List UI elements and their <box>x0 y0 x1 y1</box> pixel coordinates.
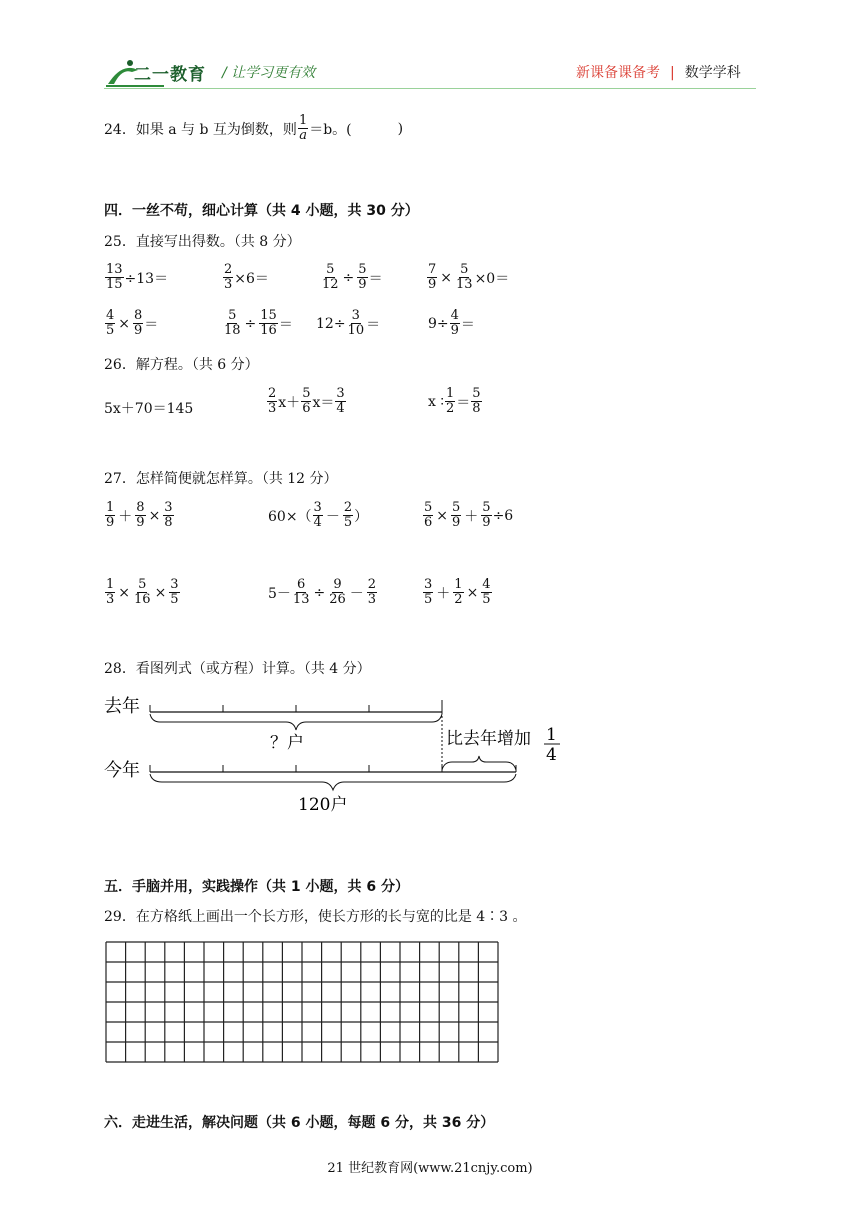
page-footer: 21 世纪教育网(www.21cnjy.com) <box>327 1161 533 1176</box>
fraction <box>450 309 460 338</box>
q27-expr-6 <box>422 578 493 607</box>
frac-den: 9 <box>134 323 143 338</box>
frac-num: 5 <box>358 262 367 277</box>
line-segment-diagram <box>100 690 580 820</box>
fraction <box>259 309 278 338</box>
frac-den: 3 <box>224 277 233 292</box>
expr-prefix: 9÷ <box>428 315 449 332</box>
fraction <box>133 578 152 607</box>
frac-num: 1 <box>298 113 308 128</box>
frac-num: 5 <box>326 262 335 277</box>
logo-text: 二一教育 <box>134 65 206 85</box>
frac-den: 4 <box>336 401 345 416</box>
q27-expr-3 <box>422 501 513 530</box>
frac-num: 2 <box>367 577 377 592</box>
operator: × <box>148 507 161 524</box>
q24-close: ) <box>397 120 404 137</box>
header-subject: 数学学科 <box>684 65 741 81</box>
frac-den: 5 <box>343 515 353 530</box>
frac-den: 3 <box>106 592 115 607</box>
expr-mid: x＋ <box>278 394 301 411</box>
fraction <box>321 263 340 292</box>
operator: × <box>440 269 453 286</box>
increase-frac-den: 4 <box>546 745 557 765</box>
frac-den: 3 <box>268 401 277 416</box>
header-divider: | <box>670 65 675 81</box>
brace-increase <box>442 756 516 770</box>
frac-den: 5 <box>482 592 491 607</box>
operator: ＋ <box>464 508 479 525</box>
frac-den: 4 <box>313 515 322 530</box>
fraction <box>347 309 366 338</box>
fraction <box>313 501 323 530</box>
expr-prefix: 60×（ <box>268 508 312 525</box>
fraction <box>223 309 242 338</box>
q27-expr-5 <box>268 578 378 607</box>
fraction <box>481 578 491 607</box>
frac-num: 5 <box>424 500 433 515</box>
operator: × <box>118 315 131 332</box>
frac-den: 16 <box>260 323 277 338</box>
q25-expr-5 <box>104 309 158 338</box>
frac-num: 2 <box>268 386 277 401</box>
expr-rest: ×6＝ <box>234 270 269 287</box>
q25-title: 25．直接写出得数。（共 8 分） <box>104 234 301 250</box>
question-24 <box>104 114 403 143</box>
unknown-label: ？户 <box>270 733 304 753</box>
frac-den: 8 <box>164 515 173 530</box>
frac-den: a <box>299 128 307 143</box>
operator: × <box>466 584 479 601</box>
fraction <box>267 387 277 416</box>
frac-den: 15 <box>106 277 123 292</box>
frac-num: 2 <box>224 262 233 277</box>
q25-expr-1 <box>104 263 168 292</box>
q25-expr-2 <box>222 263 269 292</box>
operator: － <box>325 508 340 525</box>
frac-num: 15 <box>260 308 277 323</box>
label-last-year: 去年 <box>104 696 140 717</box>
header-tag: 新课备课备考 <box>576 65 660 81</box>
frac-den: 18 <box>224 323 241 338</box>
frac-num: 1 <box>446 386 455 401</box>
fraction <box>445 387 455 416</box>
expr-suffix: ） <box>354 508 369 525</box>
expr-rest: ＝ <box>144 316 159 333</box>
frac-num: 1 <box>106 577 115 592</box>
frac-den: 5 <box>424 592 433 607</box>
fraction <box>357 263 367 292</box>
fraction <box>163 501 173 530</box>
frac-num: 4 <box>450 308 459 323</box>
frac-den: 6 <box>302 401 311 416</box>
q25-expr-6 <box>222 309 293 338</box>
operator: × <box>436 507 449 524</box>
frac-num: 1 <box>106 500 115 515</box>
frac-num: 2 <box>343 500 353 515</box>
header-rule <box>104 88 756 89</box>
fraction <box>133 309 143 338</box>
frac-den: 9 <box>136 515 145 530</box>
frac-num: 8 <box>136 500 145 515</box>
q27-expr-2 <box>268 501 368 530</box>
brace-this-year <box>150 774 516 790</box>
frac-num: 3 <box>424 577 433 592</box>
fraction <box>335 387 345 416</box>
frac-den: 9 <box>452 515 461 530</box>
fraction <box>471 387 481 416</box>
expr-rest: ＝ <box>368 270 383 287</box>
q26-title: 26．解方程。（共 6 分） <box>104 357 259 373</box>
label-this-year: 今年 <box>104 760 140 781</box>
frac-num: 6 <box>297 577 306 592</box>
frac-den: 13 <box>456 277 473 292</box>
frac-den: 3 <box>367 592 377 607</box>
q27-expr-1 <box>104 501 175 530</box>
fraction <box>105 309 115 338</box>
operator: ＋ <box>436 585 451 602</box>
fraction <box>453 578 463 607</box>
frac-num: 4 <box>482 577 491 592</box>
frac-den: 9 <box>482 515 491 530</box>
q25-expr-8 <box>428 309 475 338</box>
q24-prefix: 24．如果 a 与 b 互为倒数，则 <box>104 121 297 138</box>
frac-num: 1 <box>454 577 463 592</box>
frac-den: 8 <box>472 401 481 416</box>
q27-expr-4 <box>104 578 181 607</box>
brace-last-year <box>150 714 442 730</box>
header-slogan: / 让学习更有效 <box>222 65 316 81</box>
q29-title: 29．在方格纸上画出一个长方形，使长方形的长与宽的比是 4∶3 。 <box>104 909 527 925</box>
section-4-title: 四．一丝不苟，细心计算（共 4 小题，共 30 分） <box>104 203 419 219</box>
frac-num: 9 <box>333 577 342 592</box>
grid-paper[interactable] <box>104 940 500 1064</box>
fraction <box>105 501 115 530</box>
section-5-title: 五．手脑并用，实践操作（共 1 小题，共 6 分） <box>104 879 409 895</box>
fraction <box>105 578 115 607</box>
operator: × <box>118 584 131 601</box>
fraction <box>367 578 377 607</box>
frac-den: 16 <box>134 592 151 607</box>
q24-fraction <box>298 114 308 143</box>
frac-num: 3 <box>351 308 360 323</box>
fraction <box>169 578 179 607</box>
q25-expr-4 <box>426 263 509 292</box>
fraction <box>105 263 124 292</box>
frac-den: 9 <box>428 277 437 292</box>
fraction <box>328 578 347 607</box>
frac-num: 3 <box>336 386 345 401</box>
frac-num: 8 <box>134 308 143 323</box>
fraction <box>451 501 461 530</box>
frac-den: 12 <box>322 277 339 292</box>
q26-equation-3 <box>428 387 483 416</box>
increase-frac-num: 1 <box>546 725 557 745</box>
expr-rest: ÷13＝ <box>124 270 169 287</box>
fraction <box>427 263 437 292</box>
fraction <box>423 501 433 530</box>
header-right <box>576 62 741 82</box>
operator: － <box>349 585 364 602</box>
expr-rest: ×0＝ <box>474 270 510 287</box>
expr-rest: ＝ <box>366 316 381 333</box>
frac-num: 3 <box>164 500 173 515</box>
q26-equation-2 <box>266 387 347 416</box>
operator: × <box>154 584 167 601</box>
frac-num: 5 <box>452 500 461 515</box>
expr-mid: x＝ <box>312 394 335 411</box>
operator: ÷ <box>342 269 355 286</box>
frac-den: 2 <box>446 401 455 416</box>
frac-den: 9 <box>106 515 115 530</box>
fraction <box>223 263 233 292</box>
operator: ÷ <box>244 315 257 332</box>
frac-num: 5 <box>228 308 237 323</box>
frac-num: 5 <box>482 500 491 515</box>
fraction <box>343 501 353 530</box>
frac-num: 3 <box>170 577 179 592</box>
frac-den: 9 <box>450 323 459 338</box>
fraction <box>135 501 145 530</box>
fraction <box>292 578 311 607</box>
operator: ＋ <box>118 508 133 525</box>
frac-num: 7 <box>428 262 437 277</box>
operator: ÷ <box>313 584 326 601</box>
frac-den: 2 <box>454 592 463 607</box>
fraction <box>423 578 433 607</box>
increase-label: 比去年增加 <box>446 729 531 749</box>
frac-den: 10 <box>347 323 365 338</box>
frac-den: 26 <box>329 592 346 607</box>
expr-prefix: 12÷ <box>316 315 346 332</box>
q24-suffix: ＝b。( <box>309 121 352 138</box>
frac-den: 9 <box>358 277 367 292</box>
frac-num: 5 <box>460 262 469 277</box>
expr-prefix: 5－ <box>268 585 291 602</box>
frac-num: 5 <box>138 577 147 592</box>
total-label: 120户 <box>298 795 348 815</box>
frac-num: 5 <box>472 386 481 401</box>
fraction <box>455 263 474 292</box>
frac-num: 4 <box>106 308 115 323</box>
q27-title: 27．怎样简便就怎样算。（共 12 分） <box>104 471 338 487</box>
expr-mid: ＝ <box>456 394 471 411</box>
frac-num: 13 <box>106 262 123 277</box>
expr-rest: ＝ <box>460 316 475 333</box>
fraction <box>301 387 311 416</box>
q25-expr-7 <box>316 309 380 338</box>
frac-den: 5 <box>170 592 179 607</box>
section-6-title: 六．走进生活，解决问题（共 6 小题，每题 6 分，共 36 分） <box>104 1115 495 1131</box>
expr-rest: ＝ <box>278 316 293 333</box>
frac-den: 13 <box>292 592 310 607</box>
q28-title: 28．看图列式（或方程）计算。（共 4 分） <box>104 661 371 677</box>
expr-prefix: x ∶ <box>428 393 444 410</box>
fraction <box>481 501 491 530</box>
q25-expr-3 <box>320 263 383 292</box>
q26-equation-1: 5x＋70＝145 <box>104 401 194 417</box>
frac-den: 6 <box>424 515 433 530</box>
frac-den: 5 <box>106 323 115 338</box>
frac-num: 3 <box>313 500 322 515</box>
expr-suffix: ÷6 <box>492 507 514 524</box>
frac-num: 5 <box>302 386 311 401</box>
